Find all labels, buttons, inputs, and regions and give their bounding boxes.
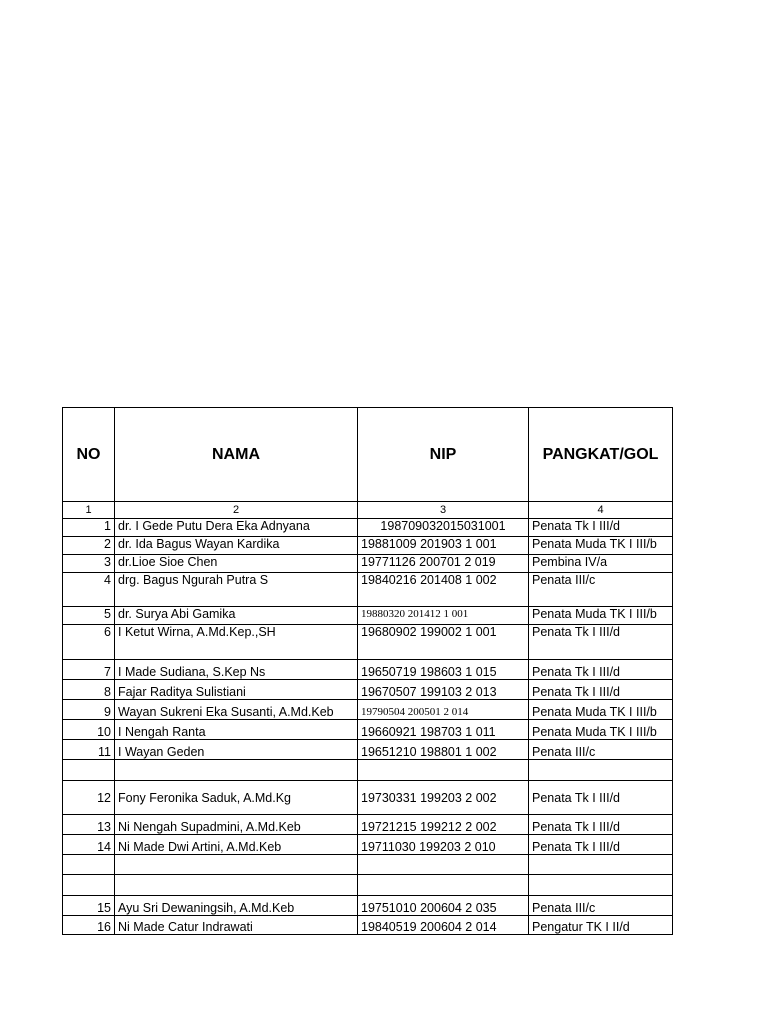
table-row — [63, 781, 673, 815]
header-nama: NAMA — [115, 408, 358, 502]
row-no: 1 — [63, 519, 115, 537]
row-nama: Ni Made Dwi Artini, A.Md.Keb — [115, 835, 358, 855]
row-pangkat-gol: Penata Muda TK I III/b — [529, 537, 673, 555]
row-nip: 19790504 200501 2 014 — [358, 700, 529, 720]
row-pangkat-gol: Penata Muda TK I III/b — [529, 720, 673, 740]
row-nip: 19880320 201412 1 001 — [358, 607, 529, 625]
row-no: 9 — [63, 700, 115, 720]
row-nama: I Wayan Geden — [115, 740, 358, 760]
row-nama: dr. Surya Abi Gamika — [115, 607, 358, 625]
row-nip: 19721215 199212 2 002 — [358, 815, 529, 835]
staff-table — [62, 407, 673, 935]
table-row — [63, 660, 673, 680]
row-nama: Fony Feronika Saduk, A.Md.Kg — [115, 781, 358, 815]
table-row — [63, 680, 673, 700]
row-pangkat-gol: Penata Tk I III/d — [529, 660, 673, 680]
row-nip: 19650719 198603 1 015 — [358, 660, 529, 680]
table-row — [63, 519, 673, 537]
row-no: 12 — [63, 781, 115, 815]
row-nama: Ni Made Catur Indrawati — [115, 916, 358, 935]
header-row — [63, 408, 673, 502]
row-no: 15 — [63, 896, 115, 916]
column-index: 1 — [63, 502, 115, 519]
table-row — [63, 720, 673, 740]
row-no: 5 — [63, 607, 115, 625]
row-nip: 19711030 199203 2 010 — [358, 835, 529, 855]
table-row — [63, 700, 673, 720]
row-pangkat-gol: Penata Muda TK I III/b — [529, 607, 673, 625]
empty-row — [63, 875, 673, 896]
row-nama: drg. Bagus Ngurah Putra S — [115, 573, 358, 607]
row-nama: Ayu Sri Dewaningsih, A.Md.Keb — [115, 896, 358, 916]
row-nip: 19771126 200701 2 019 — [358, 555, 529, 573]
table-row — [63, 815, 673, 835]
row-nip: 19670507 199103 2 013 — [358, 680, 529, 700]
column-index-row — [63, 502, 673, 519]
table-row — [63, 835, 673, 855]
row-no: 16 — [63, 916, 115, 935]
row-nama: Ni Nengah Supadmini, A.Md.Keb — [115, 815, 358, 835]
row-nama: Fajar Raditya Sulistiani — [115, 680, 358, 700]
row-pangkat-gol: Penata Tk I III/d — [529, 815, 673, 835]
row-no: 7 — [63, 660, 115, 680]
row-no: 6 — [63, 625, 115, 660]
table-row — [63, 607, 673, 625]
row-nama: dr. I Gede Putu Dera Eka Adnyana — [115, 519, 358, 537]
row-nama: dr. Ida Bagus Wayan Kardika — [115, 537, 358, 555]
table-row — [63, 740, 673, 760]
row-nama: I Ketut Wirna, A.Md.Kep.,SH — [115, 625, 358, 660]
row-pangkat-gol: Pembina IV/a — [529, 555, 673, 573]
row-no: 13 — [63, 815, 115, 835]
row-pangkat-gol: Penata Tk I III/d — [529, 680, 673, 700]
table-row — [63, 625, 673, 660]
row-pangkat-gol: Penata III/c — [529, 573, 673, 607]
table-row — [63, 555, 673, 573]
header-pangkat-gol: PANGKAT/GOL — [529, 408, 673, 502]
table-row — [63, 916, 673, 935]
row-no: 3 — [63, 555, 115, 573]
row-no: 11 — [63, 740, 115, 760]
row-nip: 19660921 198703 1 011 — [358, 720, 529, 740]
row-nip: 19840519 200604 2 014 — [358, 916, 529, 935]
row-pangkat-gol: Penata III/c — [529, 740, 673, 760]
row-nama: Wayan Sukreni Eka Susanti, A.Md.Keb — [115, 700, 358, 720]
row-no: 4 — [63, 573, 115, 607]
row-no: 10 — [63, 720, 115, 740]
table-row — [63, 537, 673, 555]
row-nip: 19840216 201408 1 002 — [358, 573, 529, 607]
row-no: 2 — [63, 537, 115, 555]
empty-row — [63, 760, 673, 781]
row-nama: I Nengah Ranta — [115, 720, 358, 740]
empty-row — [63, 855, 673, 875]
table-row — [63, 573, 673, 607]
row-pangkat-gol: Penata Tk I III/d — [529, 835, 673, 855]
row-no: 8 — [63, 680, 115, 700]
row-nip: 19680902 199002 1 001 — [358, 625, 529, 660]
row-pangkat-gol: Penata Tk I III/d — [529, 625, 673, 660]
column-index: 4 — [529, 502, 673, 519]
column-index: 2 — [115, 502, 358, 519]
row-pangkat-gol: Penata III/c — [529, 896, 673, 916]
row-nama: dr.Lioe Sioe Chen — [115, 555, 358, 573]
row-nip: 19651210 198801 1 002 — [358, 740, 529, 760]
row-no: 14 — [63, 835, 115, 855]
column-index: 3 — [358, 502, 529, 519]
row-pangkat-gol: Penata Tk I III/d — [529, 519, 673, 537]
row-nip: 19730331 199203 2 002 — [358, 781, 529, 815]
row-nip: 19881009 201903 1 001 — [358, 537, 529, 555]
row-pangkat-gol: Penata Muda TK I III/b — [529, 700, 673, 720]
row-nama: I Made Sudiana, S.Kep Ns — [115, 660, 358, 680]
row-nip: 198709032015031001 — [358, 519, 529, 537]
header-nip: NIP — [358, 408, 529, 502]
header-no: NO — [63, 408, 115, 502]
row-nip: 19751010 200604 2 035 — [358, 896, 529, 916]
row-pangkat-gol: Penata Tk I III/d — [529, 781, 673, 815]
row-pangkat-gol: Pengatur TK I II/d — [529, 916, 673, 935]
table-row — [63, 896, 673, 916]
